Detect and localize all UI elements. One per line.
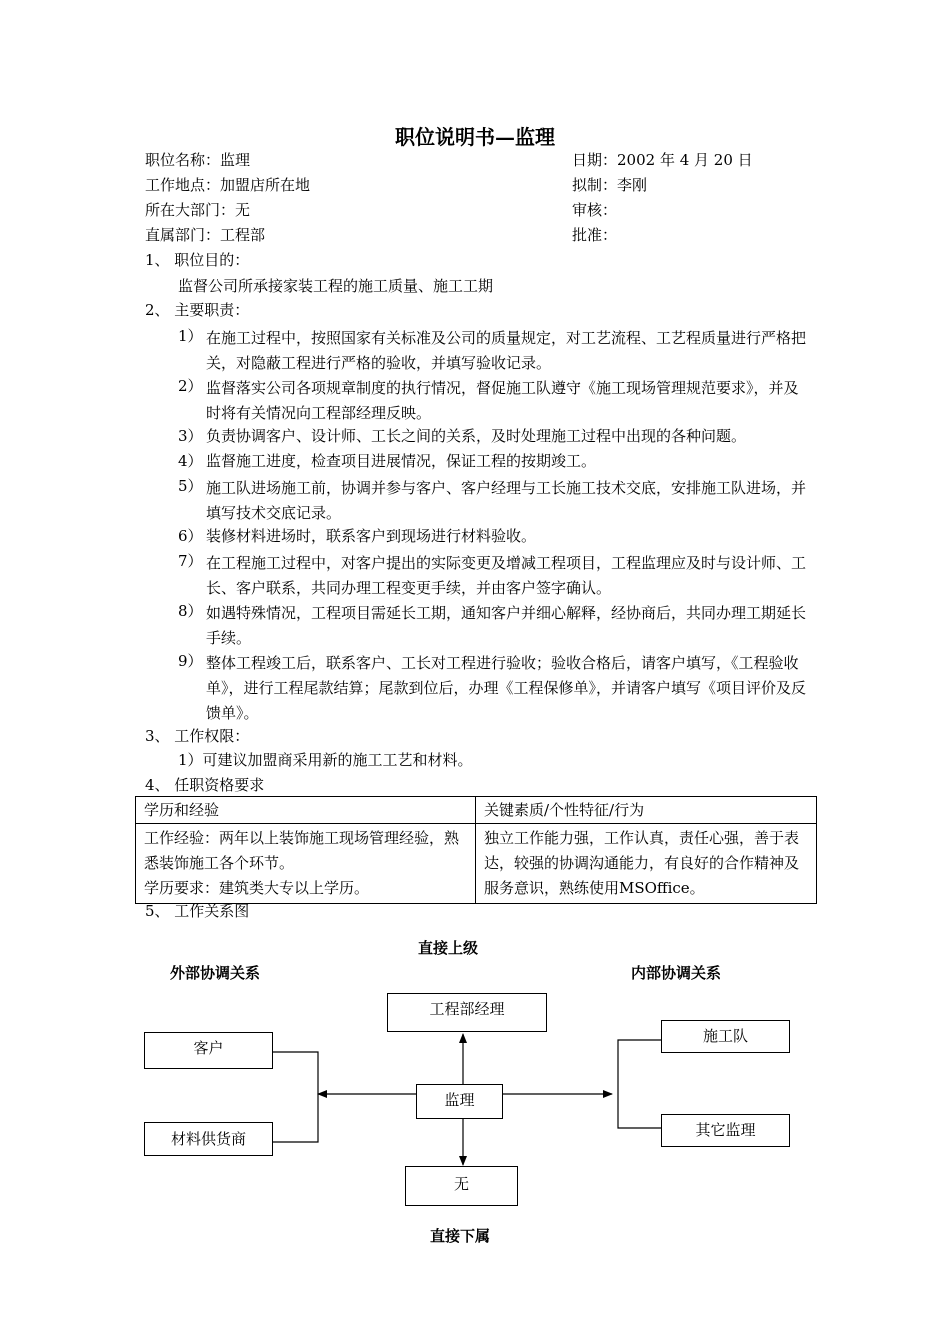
duty-text-5: 施工队进场施工前，协调并参与客户、客户经理与工长施工技术交底，安排施工队进场，并填写技术交底记录。 [206,479,807,522]
internal-box-construction-team: 施工队 [661,1020,790,1053]
superior-box: 工程部经理 [387,993,547,1032]
duty-num-7: 7） [178,552,203,570]
duty-num-2: 2） [178,377,203,395]
duty-num-5: 5） [178,477,203,495]
internal-label: 内部协调关系 [631,964,722,982]
section3-content: 1）可建议加盟商采用新的施工工艺和材料。 [178,751,473,769]
duty-num-6: 6） [178,527,203,545]
subordinate-label: 直接下属 [430,1227,491,1245]
duty-num-9: 9） [178,652,203,670]
duty-text-6: 装修材料进场时，联系客户到现场进行材料验收。 [206,527,537,545]
duty-text-2: 监督落实公司各项规章制度的执行情况，督促施工队遵守《施工现场管理规范要求》，并及时将有关情况向工程部经理反映。 [206,379,799,422]
page-title: 职位说明书—监理 [395,125,555,149]
education-requirement: 学历要求：建筑类大专以上学历。 [144,879,370,897]
duty-text-8: 如遇特殊情况，工程项目需延长工期，通知客户并细心解释，经协商后，共同办理工期延长手续。 [206,604,807,647]
internal-bracket [618,1040,661,1128]
duty-num-8: 8） [178,602,203,620]
work-location: 工作地点：加盟店所在地 [145,176,311,194]
duty-num-4: 4） [178,452,203,470]
external-bracket [273,1052,318,1142]
center-box: 监理 [416,1084,503,1119]
department: 所在大部门：无 [145,201,251,219]
section4-heading: 4、 任职资格要求 [145,776,265,794]
section1-content: 监督公司所承接家装工程的施工质量、施工工期 [178,277,494,295]
drafter: 拟制：李刚 [572,176,648,194]
external-label: 外部协调关系 [170,964,261,982]
duty-num-3: 3） [178,427,203,445]
duty-text-7: 在工程施工过程中，对客户提出的实际变更及增减工程项目，工程监理应及时与设计师、工长、客户联系，共同办理工程变更手续，并由客户签字确认。 [206,554,807,597]
table-cell-qualities: 独立工作能力强，工作认真，责任心强，善于表达，较强的协调沟通能力，有良好的合作精神及服务意识，熟练使用MSOffice。 [476,824,817,904]
duty-text-9: 整体工程竣工后，联系客户、工长对工程进行验收；验收合格后，请客户填写，《工程验收单》，进行工程尾款结算；尾款到位后，办理《工程保修单》，并请客户填写《项目评价及反馈单》。 [206,654,807,722]
section5-heading: 5、 工作关系图 [145,902,250,920]
date: 日期：2002 年 4 月 20 日 [572,151,753,169]
table-header-education: 学历和经验 [136,797,476,824]
duty-text-4: 监督施工进度，检查项目进展情况，保证工程的按期竣工。 [206,452,597,470]
internal-box-other-supervisor: 其它监理 [661,1114,790,1147]
approver: 批准： [572,226,618,244]
direct-department: 直属部门：工程部 [145,226,266,244]
duty-text-3: 负责协调客户、设计师、工长之间的关系，及时处理施工过程中出现的各种问题。 [206,427,747,445]
section2-heading: 2、 主要职责： [145,301,250,319]
duty-num-1: 1） [178,327,203,345]
external-box-supplier: 材料供货商 [144,1122,273,1156]
section1-heading: 1、 职位目的： [145,251,250,269]
table-header-qualities: 关键素质/个性特征/行为 [476,797,817,824]
section3-heading: 3、 工作权限： [145,727,250,745]
experience-requirement: 工作经验：两年以上装饰施工现场管理经验，熟悉装饰施工各个环节。 [144,829,460,872]
duty-text-1: 在施工过程中，按照国家有关标准及公司的质量规定，对工艺流程、工艺程质量进行严格把关，对隐蔽工程进行严格的验收，并填写验收记录。 [206,329,807,372]
reviewer: 审核： [572,201,618,219]
position-name: 职位名称：监理 [145,151,251,169]
external-box-customer: 客户 [144,1032,273,1069]
subordinate-box: 无 [405,1166,518,1206]
superior-label: 直接上级 [418,939,479,957]
